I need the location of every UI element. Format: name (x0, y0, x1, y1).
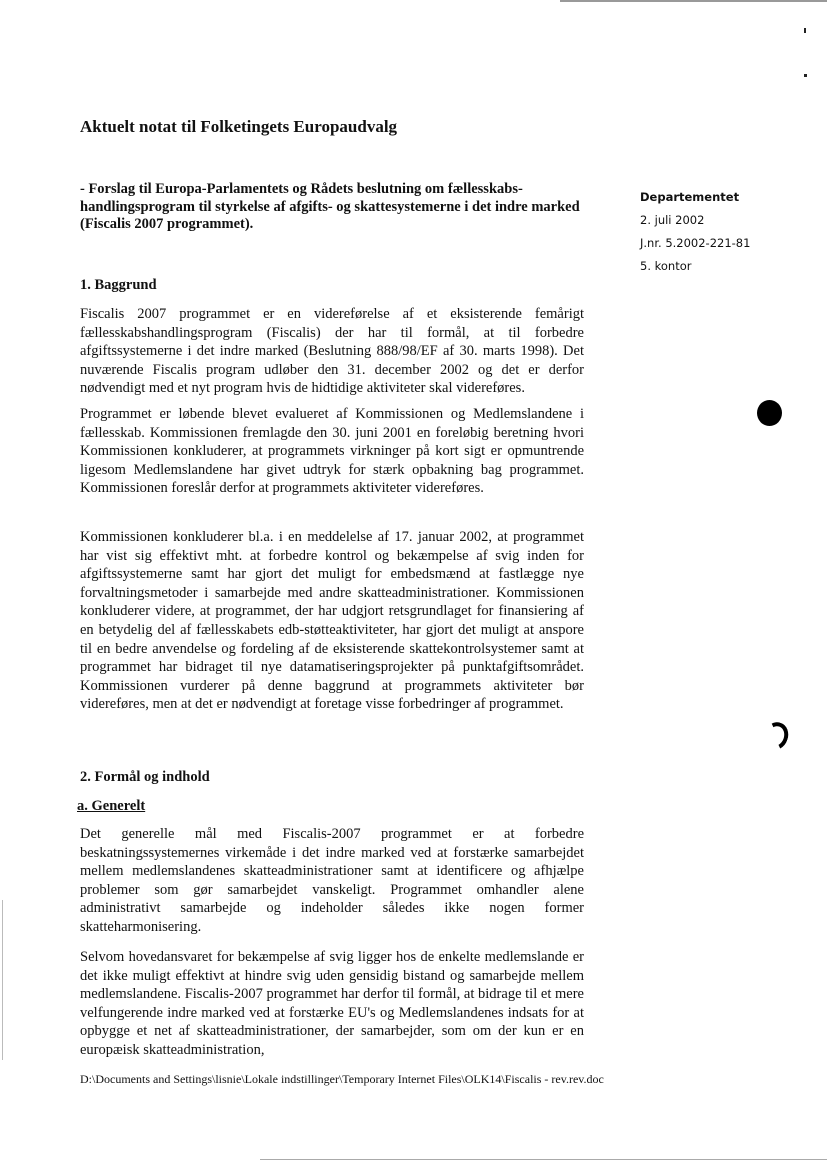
punch-hole-mark (757, 400, 782, 426)
office-label: 5. kontor (640, 259, 692, 273)
document-subject: - Forslag til Europa-Parlamentets og Rådets beslutning om fællesskabs-handlingsprogram til styrkelse af afgifts- og skattesystemerne i det indre marked (Fiscalis 2007 programmet). (80, 181, 580, 232)
document-title: Aktuelt notat til Folketingets Europaudvalg (80, 117, 398, 136)
staple-mark (760, 719, 792, 754)
journal-number: J.nr. 5.2002-221-81 (640, 236, 751, 250)
department-label: Departementet (640, 190, 740, 204)
scan-edge-line (2, 900, 3, 1060)
paragraph-purpose-2: Selvom hovedansvaret for bekæmpelse af svig ligger hos de enkelte medlemslande er det ikke muligt effektivt at hindre svig uden gensidig bistand og samarbejde mellem medlemslandene. Fiscalis-2007 programmet har derfor til formål, at bidrage til et mere velfungerende indre marked ved at forstærke EU's og Medlemslandenes indsats for at opbygge et net af skatteadministrationer, der samarbejder, som om der kun er en europæisk skatteadministration, (80, 949, 584, 1058)
scan-edge-line (260, 1159, 827, 1160)
section-heading-background: 1. Baggrund (80, 277, 157, 293)
section-heading-purpose: 2. Formål og indhold (80, 769, 210, 785)
paragraph-background-1: Fiscalis 2007 programmet er en videreførelse af et eksisterende femårigt fællesskabshandlingsprogram (Fiscalis) der har til formål, at til forbedre afgiftssystemerne i det indre marked (Beslutning 888/98/EF af 30. marts 1998). Det nuværende Fiscalis program udløber den 31. december 2002 og det er derfor nødvendigt med et nyt program hvis de hidtidige aktiviteter skal videreføres. (80, 306, 584, 397)
scan-speck (804, 74, 807, 77)
paragraph-purpose-1: Det generelle mål med Fiscalis-2007 programmet er at forbedre beskatningssystemernes virkemåde i det indre marked ved at forstærke samarbejdet mellem medlemslandenes skatteadministrationer samt at identificere og afhjælpe problemer som gør samarbejdet vanskeligt. Programmet omhandler alene administrativt samarbejde og indeholder således ikke nogen former skatteharmonisering. (80, 826, 584, 935)
letterhead-meta (640, 186, 810, 278)
scan-edge-line (560, 0, 827, 2)
subsection-heading-general: a. Generelt (77, 798, 146, 814)
paragraph-background-2: Programmet er løbende blevet evalueret af Kommissionen og Medlemslandene i fællesskab. Kommissionen fremlagde den 30. juni 2001 en foreløbig beretning hvori Kommissionen konkluderer, at programmets virkninger på kort sigt er opmuntrende ligesom Medlemslandene har givet udtryk for stærk opbakning bag programmet. Kommissionen foreslår derfor at programmets aktiviteter videreføres. (80, 406, 584, 497)
paragraph-background-3: Kommissionen konkluderer bl.a. i en meddelelse af 17. januar 2002, at programmet har vist sig effektivt mht. at forbedre kontrol og bekæmpelse af svig inden for afgiftssystemerne samt har gjort det muligt for embedsmænd at fastlægge nye forvaltningsmetoder i samarbejde med andre skatteadministrationer. Kommissionen konkluderer videre, at programmet, der har udgjort retsgrundlaget for finansiering af en betydelig del af fællesskabets edb-støtteaktiviteter, har gjort det muligt at anspore til en bedre anvendelse og fordeling af de eksisterende skattekontrolsystemer samt at programmet har bidraget til nye datamatiseringsprojekter på punktafgiftsområdet. Kommissionen vurderer på denne baggrund at programmets aktiviteter bør videreføres, men at det er nødvendigt at foretage visse forbedringer af programmet. (80, 529, 584, 713)
document-date: 2. juli 2002 (640, 213, 705, 227)
scan-speck (804, 28, 806, 33)
file-path-footer: D:\Documents and Settings\lisnie\Lokale indstillinger\Temporary Internet Files\OLK14\Fiscalis - rev.rev.doc (80, 1072, 604, 1086)
